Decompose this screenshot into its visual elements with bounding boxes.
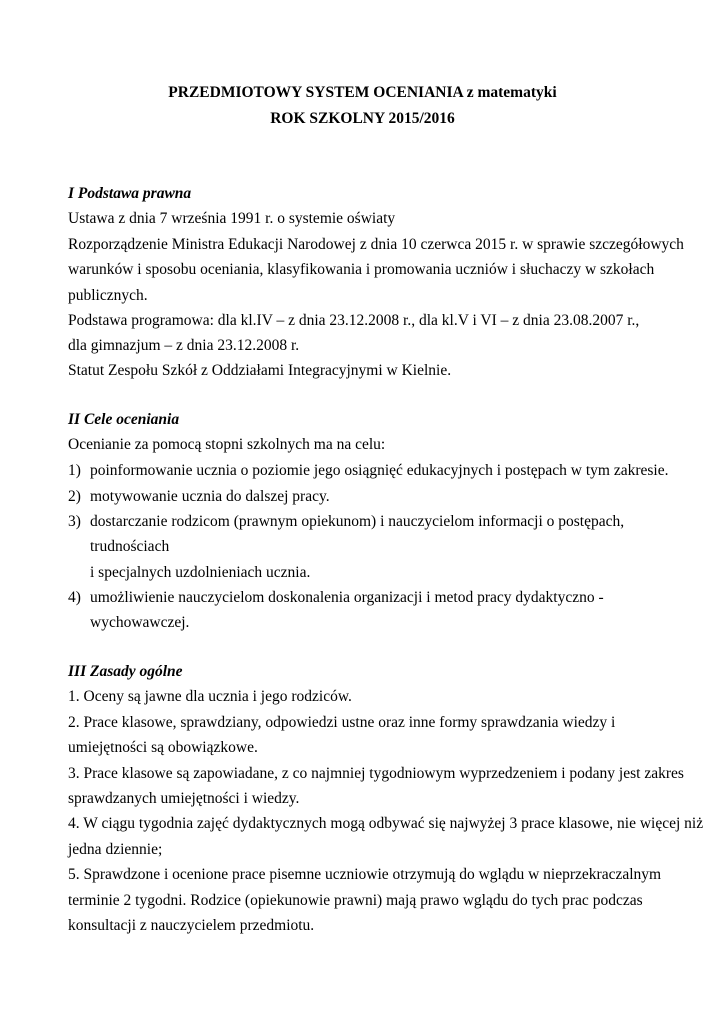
list-item-number: 4) [68,589,81,606]
list-item-text: dostarczanie rodzicom (prawnym opiekunom) i nauczycielom informacji o postępach, [90,513,625,530]
section-2-heading: II Cele oceniania [68,411,180,428]
document-title: PRZEDMIOTOWY SYSTEM OCENIANIA z matematyki [168,84,557,101]
list-item-continuation: i specjalnych uzdolnieniach ucznia. [90,564,311,581]
list-item-continuation: wychowawczej. [90,614,190,631]
section-2-intro: Ocenianie za pomocą stopni szkolnych ma na celu: [68,436,386,453]
school-year: ROK SZKOLNY 2015/2016 [270,110,455,127]
section-3-line: 3. Prace klasowe są zapowiadane, z co najmniej tygodniowym wyprzedzeniem i podany jest zakres [68,765,684,782]
section-3-line: konsultacji z nauczycielem przedmiotu. [68,917,315,934]
section-3-line: jedna dziennie; [68,841,163,858]
list-item-text: umożliwienie nauczycielom doskonalenia organizacji i metod pracy dydaktyczno - [90,589,604,606]
list-item-number: 2) [68,488,81,505]
section-3-line: sprawdzanych umiejętności i wiedzy. [68,790,300,807]
section-1-line: Rozporządzenie Ministra Edukacji Narodowej z dnia 10 czerwca 2015 r. w sprawie szczegółowych [68,236,684,253]
section-1-heading: I Podstawa prawna [68,185,192,202]
section-3-line: 4. W ciągu tygodnia zajęć dydaktycznych mogą odbywać się najwyżej 3 prace klasowe, nie więcej niż [68,815,704,832]
section-3-line: umiejętności są obowiązkowe. [68,739,258,756]
section-3-line: terminie 2 tygodni. Rodzice (opiekunowie prawni) mają prawo wglądu do tych prac podczas [68,892,643,909]
section-1-line: publicznych. [68,287,148,304]
section-1-line: warunków i sposobu oceniania, klasyfikowania i promowania uczniów i słuchaczy w szkołach [68,261,655,278]
section-3-line: 2. Prace klasowe, sprawdziany, odpowiedzi ustne oraz inne formy sprawdzania wiedzy i [68,714,616,731]
list-item-text: motywowanie ucznia do dalszej pracy. [90,488,330,505]
section-1-line: Podstawa programowa: dla kl.IV – z dnia 23.12.2008 r., dla kl.V i VI – z dnia 23.08.2007 r., [68,312,640,329]
list-item-number: 3) [68,513,81,530]
list-item-continuation: trudnościach [90,538,170,555]
section-1-line: dla gimnazjum – z dnia 23.12.2008 r. [68,337,300,354]
section-1-line: Statut Zespołu Szkół z Oddziałami Integracyjnymi w Kielnie. [68,362,452,379]
section-3-line: 5. Sprawdzone i ocenione prace pisemne uczniowie otrzymują do wglądu w nieprzekraczalnym [68,866,662,883]
list-item-text: poinformowanie ucznia o poziomie jego osiągnięć edukacyjnych i postępach w tym zakresie. [90,462,669,479]
section-3-heading: III Zasady ogólne [68,663,183,680]
list-item-number: 1) [68,462,81,479]
section-1-line: Ustawa z dnia 7 września 1991 r. o systemie oświaty [68,210,396,227]
section-3-line: 1. Oceny są jawne dla ucznia i jego rodziców. [68,688,352,705]
